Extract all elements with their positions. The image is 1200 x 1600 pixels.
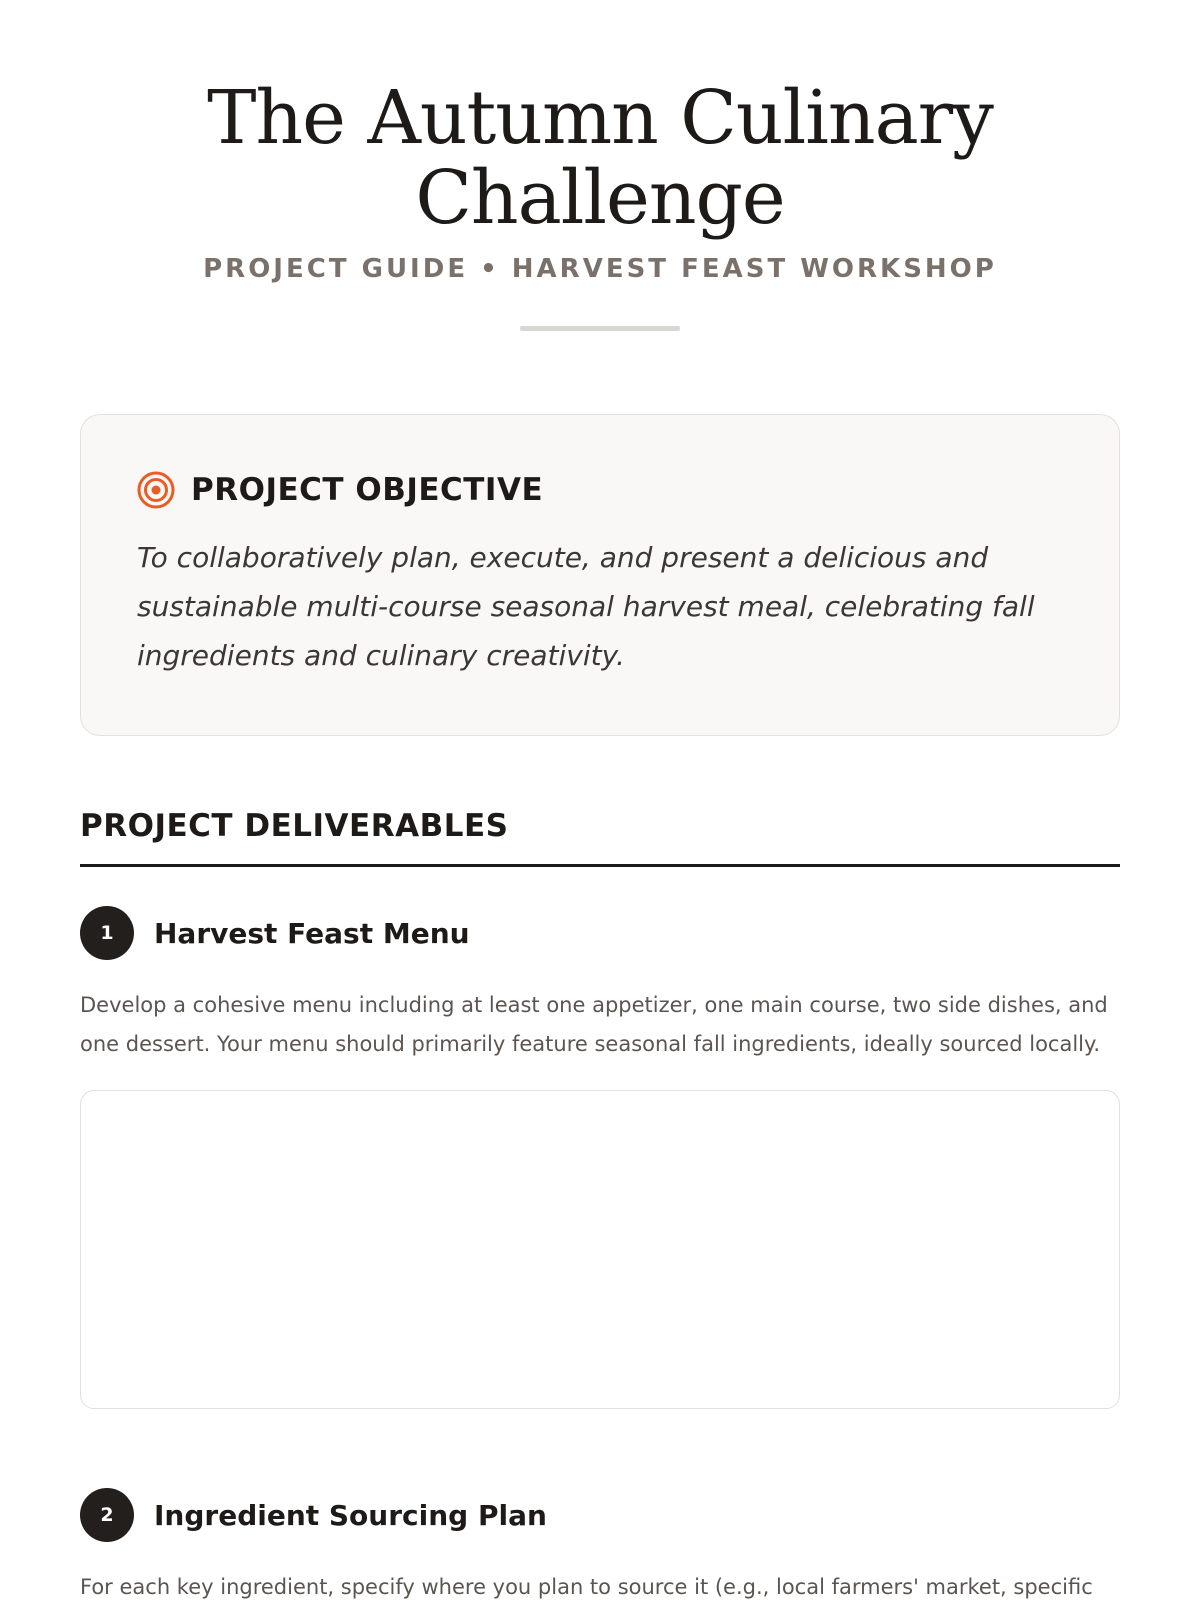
deliverable-number-badge: 1 [80,906,134,960]
deliverables-divider [80,864,1120,867]
header-divider [520,326,680,331]
deliverable-number-badge: 2 [80,1488,134,1542]
page-title: The Autumn Culinary Challenge [207,75,993,241]
deliverable-title: Harvest Feast Menu [154,916,470,950]
deliverable-1-heading [80,906,470,960]
target-icon [137,471,175,509]
deliverables-title: PROJECT DELIVERABLES [80,808,509,844]
deliverable-description: For each key ingredient, specify where you plan to source it (e.g., local farmers' market, specific [80,1575,1093,1599]
page-header [0,0,1200,331]
objective-title: PROJECT OBJECTIVE [191,472,544,508]
deliverable-title: Ingredient Sourcing Plan [154,1498,547,1532]
deliverable-2-heading [80,1488,547,1542]
deliverable-description: Develop a cohesive menu including at least one appetizer, one main course, two side dishes, and one dessert. Your menu should primarily feature seasonal fall ingredients, ideally sourced locally. [80,993,1108,1056]
objective-card [80,414,1120,736]
objective-text: To collaboratively plan, execute, and present a delicious and sustainable multi-course seasonal harvest meal, celebrating fall ingredients and culinary creativity. [137,541,1035,672]
page-subtitle: PROJECT GUIDE • HARVEST FEAST WORKSHOP [203,254,997,284]
objective-heading [137,471,1063,509]
deliverable-1-answer-box[interactable] [80,1090,1120,1409]
